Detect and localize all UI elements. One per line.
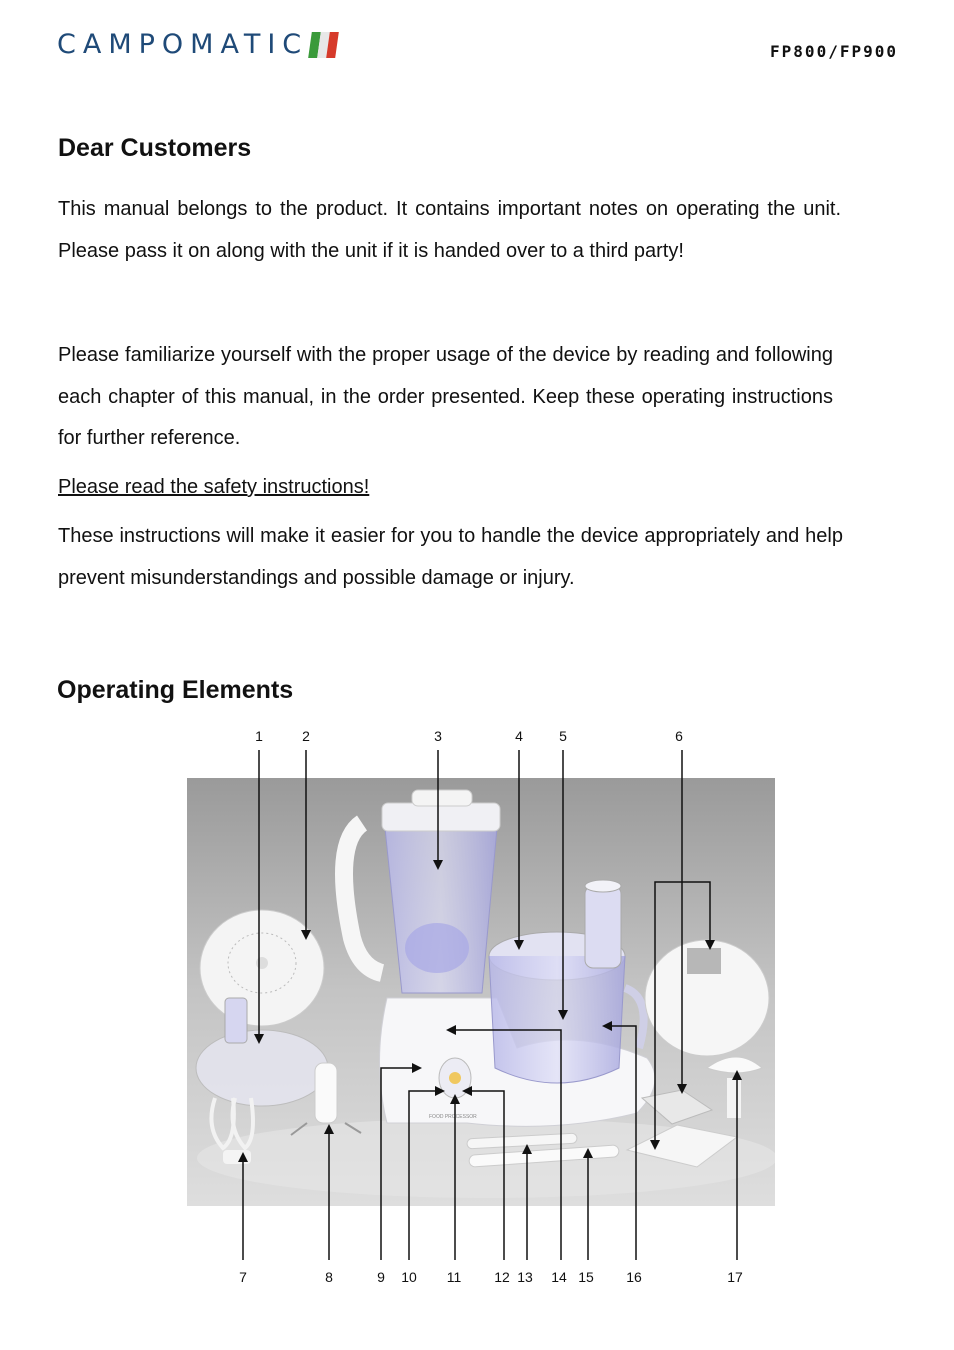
callout-label: 13 bbox=[517, 1269, 533, 1285]
callout-label: 15 bbox=[578, 1269, 594, 1285]
callout-label: 5 bbox=[559, 728, 567, 744]
citrus-press-cone bbox=[200, 910, 324, 1026]
section-title-dear-customers: Dear Customers bbox=[58, 134, 252, 162]
callout-label: 9 bbox=[377, 1269, 385, 1285]
brand-name: CAMPOMATIC bbox=[57, 29, 309, 60]
svg-text:FOOD PROCESSOR: FOOD PROCESSOR bbox=[429, 1114, 477, 1120]
model-number: FP800/FP900 bbox=[770, 42, 898, 61]
callout-label: 11 bbox=[446, 1269, 462, 1285]
callout-label: 3 bbox=[434, 728, 442, 744]
intro-paragraph: This manual belongs to the product. It contains important notes on operating the unit. Please pass it on along with the unit if it is handed over to a third party! bbox=[58, 198, 841, 262]
callout-label: 1 bbox=[255, 728, 263, 744]
section-title-operating-elements: Operating Elements bbox=[57, 676, 294, 704]
callout-label: 10 bbox=[401, 1269, 417, 1285]
callout-label: 2 bbox=[302, 728, 310, 744]
callout-label: 12 bbox=[494, 1269, 510, 1285]
product-photo bbox=[187, 778, 775, 1206]
usage-paragraph: Please familiarize yourself with the proper usage of the device by reading and following each chapter of this manual, in the order presented. Keep these operating instructions for further reference. bbox=[58, 344, 833, 449]
callout-label: 6 bbox=[675, 728, 683, 744]
safety-instructions-link[interactable]: Please read the safety instructions! bbox=[58, 476, 370, 498]
callout-label: 17 bbox=[727, 1269, 743, 1285]
callout-label: 8 bbox=[325, 1269, 333, 1285]
callout-label: 7 bbox=[239, 1269, 247, 1285]
callout-label: 4 bbox=[515, 728, 523, 744]
closing-paragraph: These instructions will make it easier for you to handle the device appropriately and help prevent misunderstandings and possible damage or injury. bbox=[58, 525, 843, 589]
brand-logo bbox=[57, 30, 337, 60]
callout-label: 14 bbox=[551, 1269, 567, 1285]
italian-flag-icon bbox=[308, 32, 339, 58]
callout-label: 16 bbox=[626, 1269, 642, 1285]
